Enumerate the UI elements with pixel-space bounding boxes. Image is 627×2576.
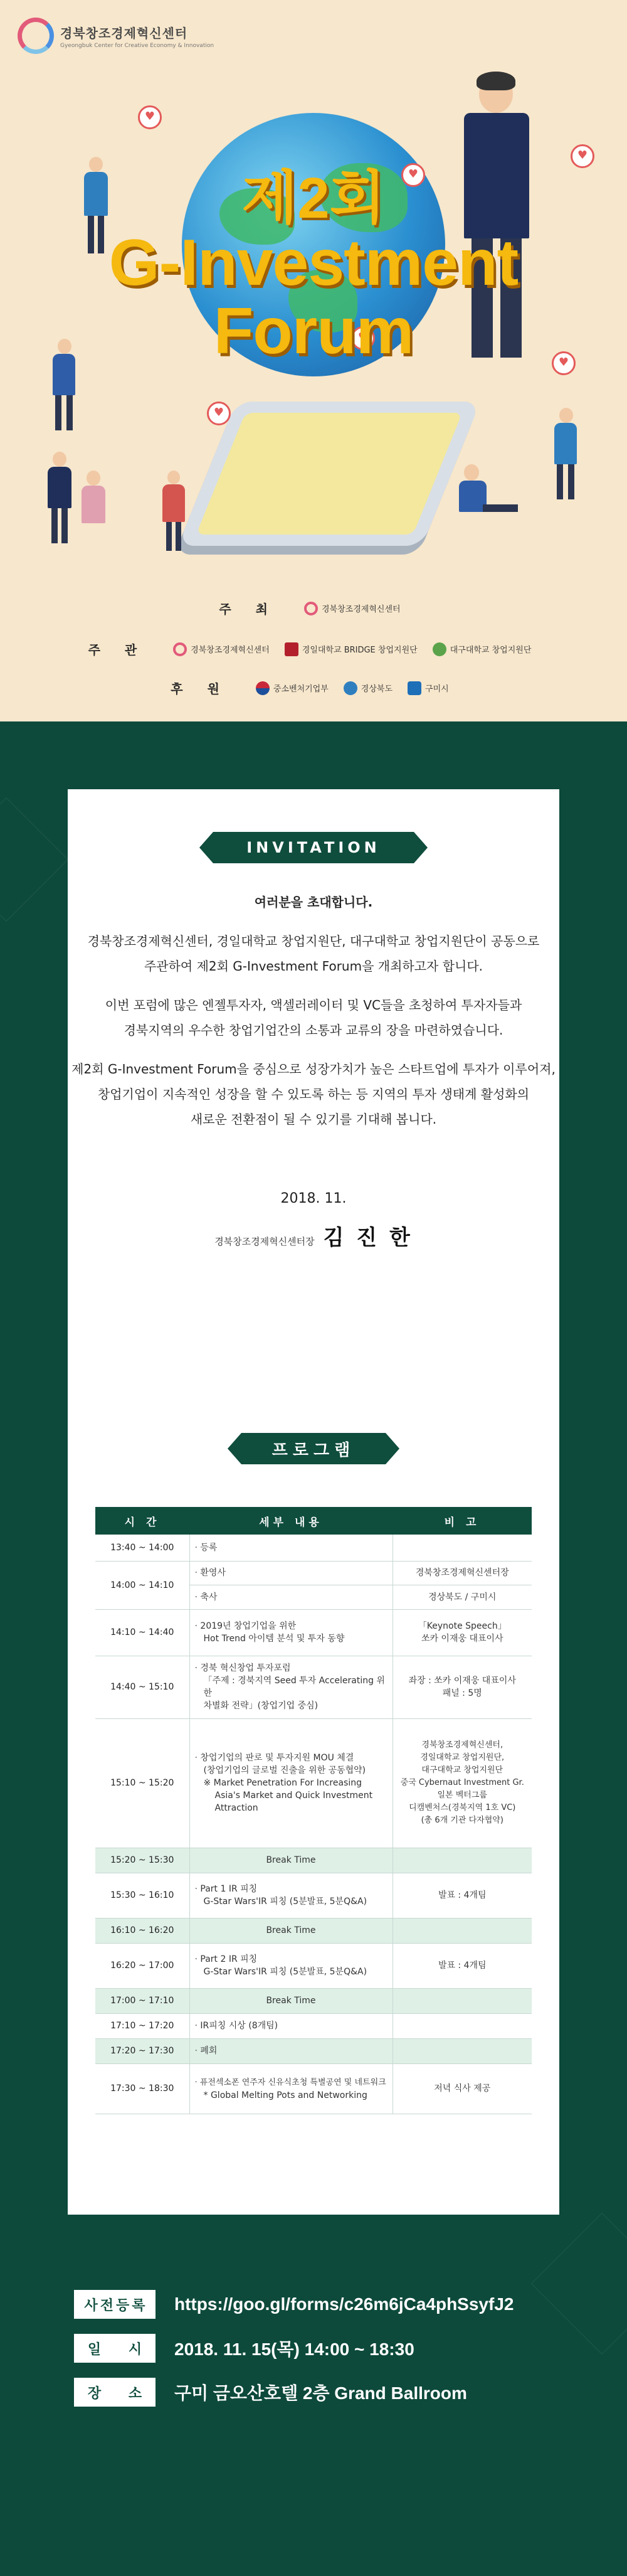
decorative-line xyxy=(0,797,68,922)
venue-label: 장 소 xyxy=(74,2378,155,2407)
host-org: 경북창조경제혁신센터 xyxy=(304,602,401,615)
registration-row xyxy=(74,2290,563,2319)
invitation-paragraph: 경북창조경제혁신센터, 경일대학교 창업지원단, 대구대학교 창업지원단이 공동으로 주관하여 제2회 G-Investment Forum을 개최하고자 합니다. xyxy=(87,934,540,974)
host-label: 주 최 xyxy=(219,602,278,617)
table-row: 15:30 ~ 16:10 · Part 1 IR 피칭 G-Star Wars'IR 피칭 (5분발표, 5분Q&A) 발표 : 4개팀 xyxy=(95,1873,532,1918)
table-row: 14:10 ~ 14:40 · 2019년 창업기업을 위한 Hot Trend 아이템 분석 및 투자 동향 「Keynote Speech」 쏘카 이재웅 대표이사 xyxy=(95,1609,532,1656)
organizer-org: 경일대학교 BRIDGE 창업지원단 xyxy=(285,642,418,656)
table-row: 13:40 ~ 14:00 · 등록 xyxy=(95,1535,532,1561)
table-row: 15:20 ~ 15:30 Break Time xyxy=(95,1848,532,1873)
column-header-remark: 비 고 xyxy=(393,1507,532,1535)
organizer-row xyxy=(0,640,627,658)
table-row: 17:30 ~ 18:30 · 퓨전섹소폰 연주자 신유식초청 특별공연 및 네트워크 * Global Melting Pots and Networking 저녁 식사 제공 xyxy=(95,2063,532,2114)
organizer-org: 경북창조경제혁신센터 xyxy=(173,642,270,656)
heart-bubble-icon xyxy=(207,402,231,425)
signer-role: 경북창조경제혁신센터장 xyxy=(214,1236,315,1247)
datetime-label: 일 시 xyxy=(74,2334,155,2363)
org-name: 경북창조경제혁신센터 xyxy=(60,25,188,41)
column-header-time: 시 간 xyxy=(95,1507,189,1535)
host-row xyxy=(0,599,627,617)
ccei-logo-icon xyxy=(173,642,187,656)
program-ribbon: 프로그램 xyxy=(241,1433,386,1464)
ccei-logo-icon xyxy=(304,602,318,615)
event-title-line2: Forum xyxy=(213,294,414,368)
event-title-number: 제2회 xyxy=(241,166,386,230)
organizer-org: 대구대학교 창업지원단 xyxy=(433,642,532,656)
kiu-logo-icon xyxy=(285,642,298,656)
invitation-ribbon: INVITATION xyxy=(213,832,414,863)
event-title xyxy=(0,168,627,366)
signature-block xyxy=(68,1191,559,1251)
venue-row xyxy=(74,2378,563,2407)
heart-bubble-icon xyxy=(571,144,594,168)
man-right-illustration xyxy=(552,408,579,502)
gyeongbuk-logo-icon xyxy=(344,681,357,695)
invitation-paragraph: 이번 포럼에 많은 엔젤투자자, 액셀러레이터 및 VC들을 초청하여 투자자들과 경북지역의 우수한 창업기업간의 소통과 교류의 장을 마련하였습니다. xyxy=(105,998,522,1038)
supporter-row xyxy=(0,679,627,697)
woman-walking-illustration xyxy=(160,471,187,552)
hero-banner xyxy=(0,0,627,721)
table-row: 17:00 ~ 17:10 Break Time xyxy=(95,1988,532,2013)
column-header-detail: 세부 내용 xyxy=(189,1507,393,1535)
table-row: 17:20 ~ 17:30 · 폐회 xyxy=(95,2038,532,2063)
event-title-line1: G-Investment xyxy=(108,226,519,299)
supporter-org: 중소벤처기업부 xyxy=(256,681,329,695)
gumi-logo-icon xyxy=(408,681,421,695)
registration-label: 사전등록 xyxy=(74,2290,155,2319)
taegeuk-logo-icon xyxy=(256,681,270,695)
invitation-card xyxy=(68,789,559,2215)
supporter-label: 후 원 xyxy=(171,681,229,696)
table-row: 14:00 ~ 14:10 · 환영사 · 축사 경북창조경제혁신센터장 경상북도 / 구미시 xyxy=(95,1561,532,1609)
table-row: 16:10 ~ 16:20 Break Time xyxy=(95,1918,532,1943)
supporter-org: 구미시 xyxy=(408,681,449,695)
heart-bubble-icon xyxy=(138,105,162,129)
datetime-value: 2018. 11. 15(목) 14:00 ~ 18:30 xyxy=(174,2339,414,2359)
table-row: 15:10 ~ 15:20 · 창업기업의 판로 및 투자지원 MOU 체결 (창업기업의 글로벌 진출을 위한 공동협약) ※ Market Penetration For Increasing Asia's Market and Quick Investment Attraction 경북창조경제혁신센터, 경일대학교 창업지원단, 대구대학교 창업지원단 중국 Cybernaut Investment Gr. 일본 벡터그룹 디캠벤처스(경북지역 1호 VC) (총 6개 기관 다자협약) xyxy=(95,1718,532,1848)
daegu-univ-logo-icon xyxy=(433,642,446,656)
table-row: 14:40 ~ 15:10 · 경북 혁신창업 투자포럼 「주제 : 경북지역 Seed 투자 Accelerating 위한 차별화 전략」(창업기업 중심) 좌장 : 쏘카 이재웅 대표이사 패널 : 5명 xyxy=(95,1656,532,1718)
supporter-org: 경상북도 xyxy=(344,681,393,695)
invitation-body xyxy=(68,890,559,1146)
man-sitting-illustration xyxy=(458,464,520,533)
invitation-date: 2018. 11. xyxy=(280,1191,347,1206)
registration-link[interactable]: https://goo.gl/forms/c26m6jCa4phSsyfJ2 xyxy=(174,2294,514,2314)
org-logo-icon xyxy=(18,18,54,54)
org-logo xyxy=(18,18,214,54)
table-row: 17:10 ~ 17:20 · IR피칭 시상 (8개팀) xyxy=(95,2013,532,2038)
org-name-en: Gyeongbuk Center for Creative Economy & Innovation xyxy=(60,42,214,49)
venue-value: 구미 금오산호텔 2층 Grand Ballroom xyxy=(174,2383,467,2403)
table-row: 16:20 ~ 17:00 · Part 2 IR 피칭 G-Star Wars'IR 피칭 (5분발표, 5분Q&A) 발표 : 4개팀 xyxy=(95,1943,532,1988)
signer-name: 김 진 한 xyxy=(323,1225,413,1250)
couple-illustration xyxy=(44,452,113,546)
program-table xyxy=(95,1507,532,2114)
organizer-label: 주 관 xyxy=(88,642,147,657)
invitation-paragraph: 제2회 G-Investment Forum을 중심으로 성장가치가 높은 스타트업에 투자가 이루어져, 창업기업이 지속적인 성장을 할 수 있도록 하는 등 지역의 투자 생태계 활성화의 새로운 전환점이 될 수 있기를 기대해 봅니다. xyxy=(71,1062,556,1127)
datetime-row xyxy=(74,2334,563,2363)
invitation-greeting: 여러분을 초대합니다. xyxy=(254,895,373,910)
